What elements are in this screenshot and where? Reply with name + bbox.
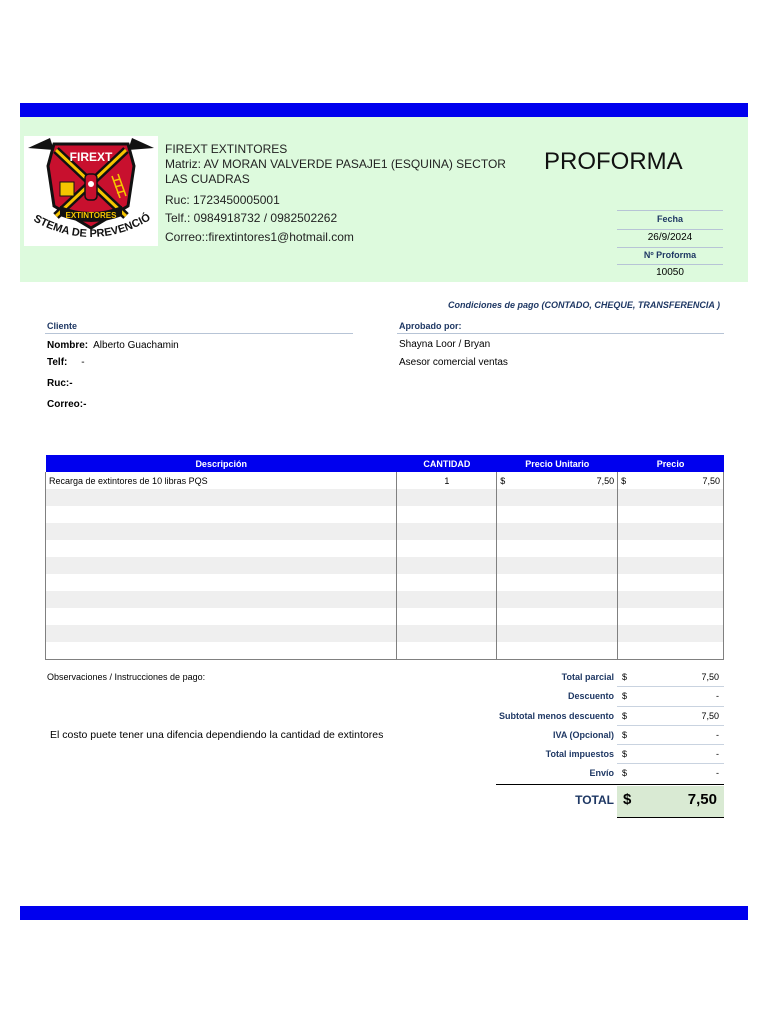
- proforma-number-value: 10050: [656, 267, 684, 278]
- bottom-blue-bar: [20, 906, 748, 920]
- item-unit-price-cell: [497, 472, 618, 489]
- client-email-row: [47, 399, 86, 410]
- currency-symbol: $: [622, 672, 628, 682]
- table-row: [46, 540, 724, 557]
- client-phone-row: [47, 357, 85, 368]
- approved-section-label: Aprobado por:: [399, 321, 462, 331]
- total-parcial-label: Total parcial: [561, 672, 614, 682]
- logo-top-text: FIREXT: [69, 150, 113, 164]
- meta-divider: [617, 229, 723, 230]
- proforma-number-label: Nº Proforma: [643, 250, 697, 260]
- document-title: PROFORMA: [544, 148, 683, 175]
- client-name-row: [47, 340, 179, 351]
- table-row: [46, 625, 724, 642]
- date-label: Fecha: [656, 214, 683, 224]
- totals-divider: [617, 763, 724, 764]
- meta-divider: [617, 247, 723, 248]
- subtotal-label: Subtotal menos descuento: [498, 711, 614, 721]
- client-name: Alberto Guachamin: [93, 340, 179, 351]
- currency-symbol: $: [622, 711, 628, 721]
- header-quantity: CANTIDAD: [397, 455, 497, 472]
- company-email: Correo::firextintores1@hotmail.com: [165, 230, 354, 244]
- shipping-value: -: [716, 768, 719, 778]
- taxes-label: Total impuestos: [545, 749, 614, 759]
- meta-divider: [617, 210, 723, 211]
- notes-text: El costo puete tener una difencia dependiendo la cantidad de extintores: [50, 729, 384, 741]
- totals-divider: [617, 744, 724, 745]
- header-description: Descripción: [46, 455, 397, 472]
- table-row: [46, 642, 724, 660]
- client-ruc-row: [47, 378, 73, 389]
- table-row: [46, 574, 724, 591]
- shipping-label: Envío: [589, 768, 614, 778]
- totals-divider: [617, 706, 724, 707]
- item-price-cell: [618, 472, 724, 489]
- date-value: 26/9/2024: [647, 232, 693, 243]
- logo-arc-text: STEMA DE PREVENCIÓ: [31, 211, 153, 241]
- client-phone-label: Telf:: [47, 357, 68, 368]
- meta-divider: [617, 264, 723, 265]
- grand-total-label: TOTAL: [575, 793, 614, 807]
- company-logo: [24, 136, 158, 246]
- table-row: [46, 591, 724, 608]
- payment-conditions: Condiciones de pago (CONTADO, CHEQUE, TRANSFERENCIA ): [447, 300, 720, 310]
- table-row: [46, 523, 724, 540]
- total-parcial-value: 7,50: [701, 672, 719, 682]
- subtotal-value: 7,50: [701, 711, 719, 721]
- approved-role: Asesor comercial ventas: [399, 357, 508, 368]
- item-quantity: 1: [397, 472, 497, 489]
- client-phone: -: [81, 357, 85, 368]
- currency-symbol: $: [622, 768, 628, 778]
- company-address-line2: LAS CUADRAS: [165, 172, 250, 186]
- top-blue-bar: [20, 103, 748, 117]
- approved-names: Shayna Loor / Bryan: [399, 339, 491, 350]
- discount-label: Descuento: [567, 691, 614, 701]
- client-divider: [45, 333, 353, 334]
- items-table-header: [46, 455, 724, 472]
- taxes-value: -: [716, 749, 719, 759]
- currency-symbol: $: [622, 691, 628, 701]
- totals-divider: [617, 686, 724, 687]
- client-ruc-label: Ruc:-: [47, 378, 73, 389]
- table-row: [46, 472, 724, 489]
- company-name: FIREXT EXTINTORES: [165, 142, 288, 156]
- discount-value: -: [716, 691, 719, 701]
- header-unit-price: Precio Unitario: [497, 455, 618, 472]
- items-table: [45, 455, 724, 660]
- logo-band-text: EXTINTORES: [65, 211, 117, 220]
- grand-total-rule: [496, 784, 724, 785]
- item-unit-price: 7,50: [596, 475, 615, 486]
- approved-divider: [397, 333, 724, 334]
- totals-divider: [617, 725, 724, 726]
- currency-symbol: $: [622, 749, 628, 759]
- currency-symbol: $: [621, 475, 627, 486]
- table-row: [46, 506, 724, 523]
- grand-total-value: 7,50: [687, 791, 717, 808]
- currency-symbol: $: [622, 730, 628, 740]
- table-row: [46, 608, 724, 625]
- grand-total-currency: $: [623, 791, 632, 808]
- client-name-label: Nombre:: [47, 340, 89, 351]
- client-email-label: Correo:-: [47, 399, 87, 410]
- company-ruc: Ruc: 1723450005001: [165, 193, 280, 207]
- table-row: [46, 489, 724, 506]
- iva-value: -: [716, 730, 719, 740]
- company-phone: Telf.: 0984918732 / 0982502262: [165, 211, 338, 225]
- client-section-label: Cliente: [47, 321, 78, 331]
- logo-graphic: [24, 136, 158, 246]
- notes-label: Observaciones / Instrucciones de pago:: [47, 672, 206, 682]
- currency-symbol: $: [500, 475, 506, 486]
- header-price: Precio: [618, 455, 724, 472]
- item-price: 7,50: [702, 475, 720, 486]
- iva-label: IVA (Opcional): [552, 730, 614, 740]
- table-row: [46, 557, 724, 574]
- item-description: Recarga de extintores de 10 libras PQS: [46, 472, 397, 489]
- company-address-line1: Matriz: AV MORAN VALVERDE PASAJE1 (ESQUINA) SECTOR: [165, 157, 506, 171]
